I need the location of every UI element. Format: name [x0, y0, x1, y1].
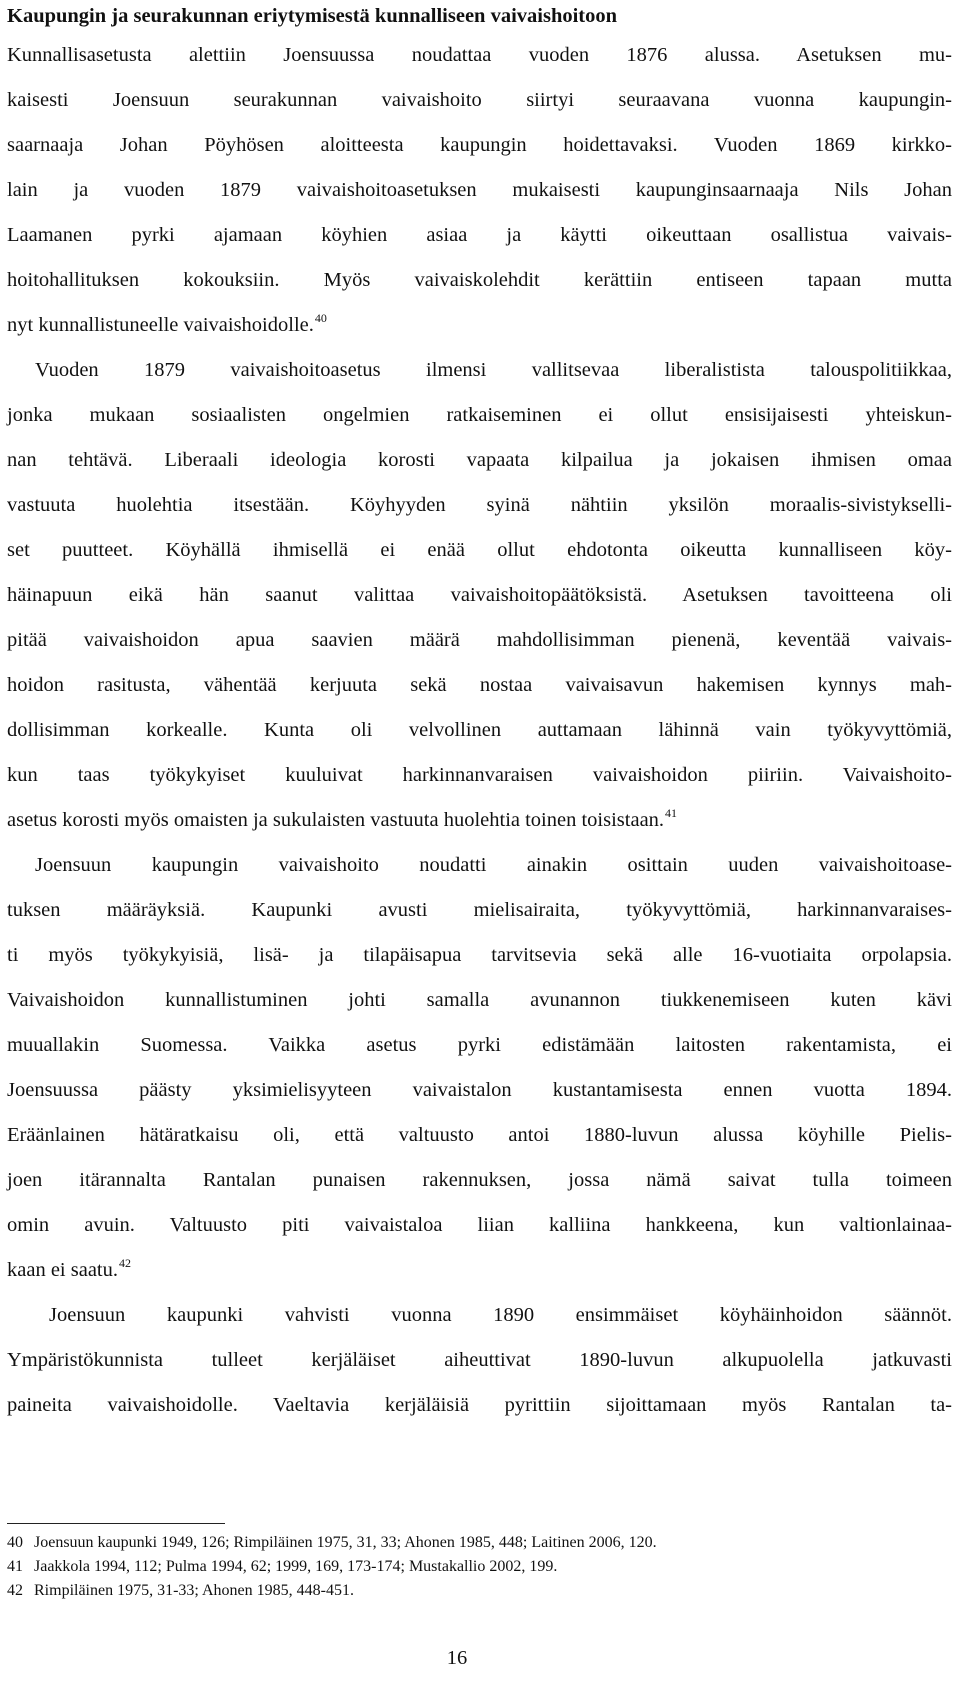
text-line: paineita vaivaishoidolle. Vaeltavia kerjäläisiä pyrittiin sijoittamaan myös Rantalan ta-	[7, 1394, 952, 1416]
footnote	[7, 1581, 952, 1601]
text-line: Kunnallisasetusta alettiin Joensuussa noudattaa vuoden 1876 alussa. Asetuksen mu-	[7, 44, 952, 66]
text-line	[7, 806, 952, 834]
text-line: Eräänlainen hätäratkaisu oli, että valtuusto antoi 1880-luvun alussa köyhille Pielis-	[7, 1124, 952, 1146]
footnote-number: 42	[7, 1582, 23, 1599]
text-line: hoidon rasitusta, vähentää kerjuuta sekä nostaa vaivaisavun hakemisen kynnys mah-	[7, 674, 952, 696]
text-line: jonka mukaan sosiaalisten ongelmien ratkaiseminen ei ollut ensisijaisesti yhteiskun-	[7, 404, 952, 426]
footnote	[7, 1533, 952, 1553]
text-line: joen itärannalta Rantalan punaisen rakennuksen, jossa nämä saivat tulla toimeen	[7, 1169, 952, 1191]
section-heading: Kaupungin ja seurakunnan eriytymisestä kunnalliseen vaivaishoitoon	[7, 5, 618, 27]
text-line: hoitohallituksen kokouksiin. Myös vaivaiskolehdit kerättiin entiseen tapaan mutta	[7, 269, 952, 291]
footnote-text: Rimpiläinen 1975, 31-33; Ahonen 1985, 448-451.	[34, 1582, 354, 1599]
text-line: pitää vaivaishoidon apua saavien määrä mahdollisimman pienenä, keventää vaivais-	[7, 629, 952, 651]
text-line: omin avuin. Valtuusto piti vaivaistaloa liian kalliina hankkeena, kun valtionlainaa-	[7, 1214, 952, 1236]
text-line: nan tehtävä. Liberaali ideologia korosti vapaata kilpailua ja jokaisen ihmisen omaa	[7, 449, 952, 471]
text-line: Vuoden 1879 vaivaishoitoasetus ilmensi vallitsevaa liberalistista talouspolitiikkaa,	[35, 359, 952, 381]
text-line: set puutteet. Köyhällä ihmisellä ei enää ollut ehdotonta oikeutta kunnalliseen köy-	[7, 539, 952, 561]
text-line: Ympäristökunnista tulleet kerjäläiset aiheuttivat 1890-luvun alkupuolella jatkuvasti	[7, 1349, 952, 1371]
text-line: kaisesti Joensuun seurakunnan vaivaishoito siirtyi seuraavana vuonna kaupungin-	[7, 89, 952, 111]
text-line: dollisimman korkealle. Kunta oli velvollinen auttamaan lähinnä vain työkyvyttömiä,	[7, 719, 952, 741]
text-line: ti myös työkykyisiä, lisä- ja tilapäisapua tarvitsevia sekä alle 16-vuotiaita orpolapsia.	[7, 944, 952, 966]
footnote-number: 40	[7, 1534, 23, 1551]
text-line: saarnaaja Johan Pöyhösen aloitteesta kaupungin hoidettavaksi. Vuoden 1869 kirkko-	[7, 134, 952, 156]
text-line	[7, 311, 952, 339]
footnote-number: 41	[7, 1558, 23, 1575]
text-line: Joensuun kaupunki vahvisti vuonna 1890 ensimmäiset köyhäinhoidon säännöt.	[49, 1304, 952, 1326]
line-text: asetus korosti myös omaisten ja sukulaisten vastuuta huolehtia toinen toisistaan.	[7, 809, 665, 831]
page-number: 16	[446, 1647, 468, 1669]
text-line: häinapuun eikä hän saanut valittaa vaivaishoitopäätöksistä. Asetuksen tavoitteena oli	[7, 584, 952, 606]
text-line: Vaivaishoidon kunnallistuminen johti samalla avunannon tiukkenemiseen kuten kävi	[7, 989, 952, 1011]
footnote-divider	[7, 1523, 225, 1524]
footnote	[7, 1557, 952, 1577]
text-line	[7, 1256, 952, 1284]
text-line: vastuuta huolehtia itsestään. Köyhyyden syinä nähtiin yksilön moraalis-sivistykselli-	[7, 494, 952, 516]
footnote-ref: 40	[314, 311, 327, 325]
line-text: kaan ei saatu.	[7, 1259, 118, 1281]
text-line: Joensuun kaupungin vaivaishoito noudatti ainakin osittain uuden vaivaishoitoase-	[35, 854, 952, 876]
text-line: kun taas työkykyiset kuuluivat harkinnanvaraisen vaivaishoidon piiriin. Vaivaishoito-	[7, 764, 952, 786]
footnote-text: Jaakkola 1994, 112; Pulma 1994, 62; 1999, 169, 173-174; Mustakallio 2002, 199.	[34, 1558, 558, 1575]
text-line: Laamanen pyrki ajamaan köyhien asiaa ja käytti oikeuttaan osallistua vaivais-	[7, 224, 952, 246]
line-text: nyt kunnallistuneelle vaivaishoidolle.	[7, 314, 314, 336]
footnote-ref: 41	[665, 806, 678, 820]
text-line: muuallakin Suomessa. Vaikka asetus pyrki edistämään laitosten rakentamista, ei	[7, 1034, 952, 1056]
text-line: Joensuussa päästy yksimielisyyteen vaivaistalon kustantamisesta ennen vuotta 1894.	[7, 1079, 952, 1101]
footnote-text: Joensuun kaupunki 1949, 126; Rimpiläinen 1975, 31, 33; Ahonen 1985, 448; Laitinen 2006, 120.	[34, 1534, 657, 1551]
text-line: lain ja vuoden 1879 vaivaishoitoasetuksen mukaisesti kaupunginsaarnaaja Nils Johan	[7, 179, 952, 201]
footnote-ref: 42	[119, 1256, 131, 1270]
text-line: tuksen määräyksiä. Kaupunki avusti mielisairaita, työkyvyttömiä, harkinnanvaraises-	[7, 899, 952, 921]
